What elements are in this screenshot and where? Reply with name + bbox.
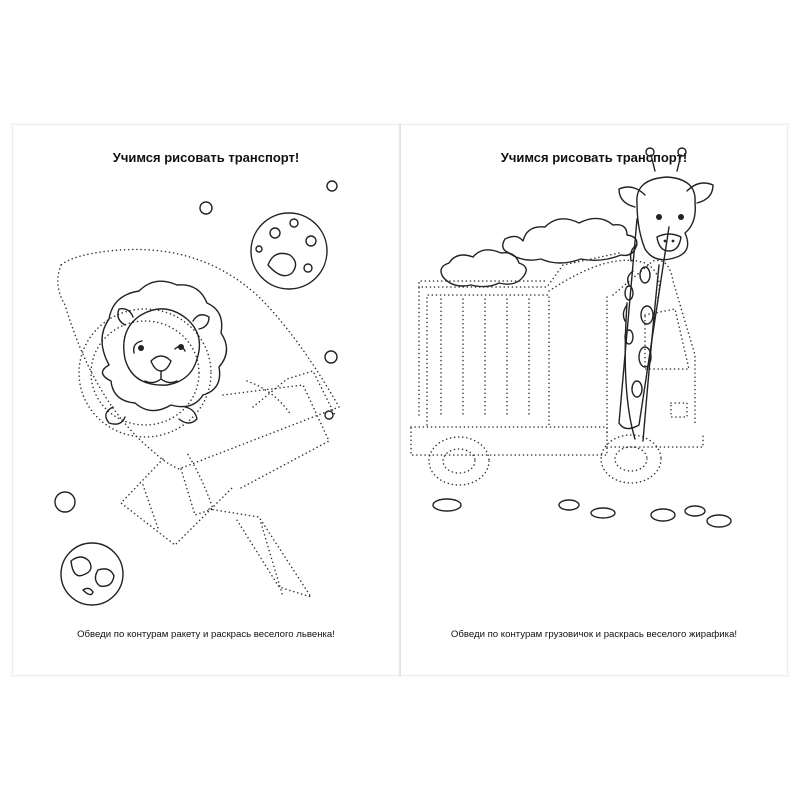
rocket-illustration [13,125,400,676]
stone-icon [651,509,675,521]
stone-icon [433,499,461,511]
stone-icon [685,506,705,516]
stone-icon [559,500,579,510]
book-spread [12,124,788,676]
star-circle [325,351,337,363]
planet-icon [251,213,327,289]
left-page [12,124,400,676]
giraffe-icon [619,148,713,441]
page-title: Учимся рисовать транспорт! [500,150,688,165]
star-circle [325,411,333,419]
star-circle [200,202,212,214]
stone-icon [707,515,731,527]
right-page [400,124,788,676]
page-caption: Обведи по контурам грузовичок и раскрась веселого жирафика! [450,629,738,640]
lion-icon [102,281,227,424]
star-circle [327,181,337,191]
page-title: Учимся рисовать транспорт! [112,150,300,165]
stone-icon [591,508,615,518]
earth-icon [61,543,123,605]
rocket-outline [58,249,339,597]
page-caption: Обведи по контурам ракету и раскрась веселого львенка! [77,629,335,640]
cloud-icon [503,218,637,263]
truck-illustration [401,125,788,676]
star-circle [55,492,75,512]
